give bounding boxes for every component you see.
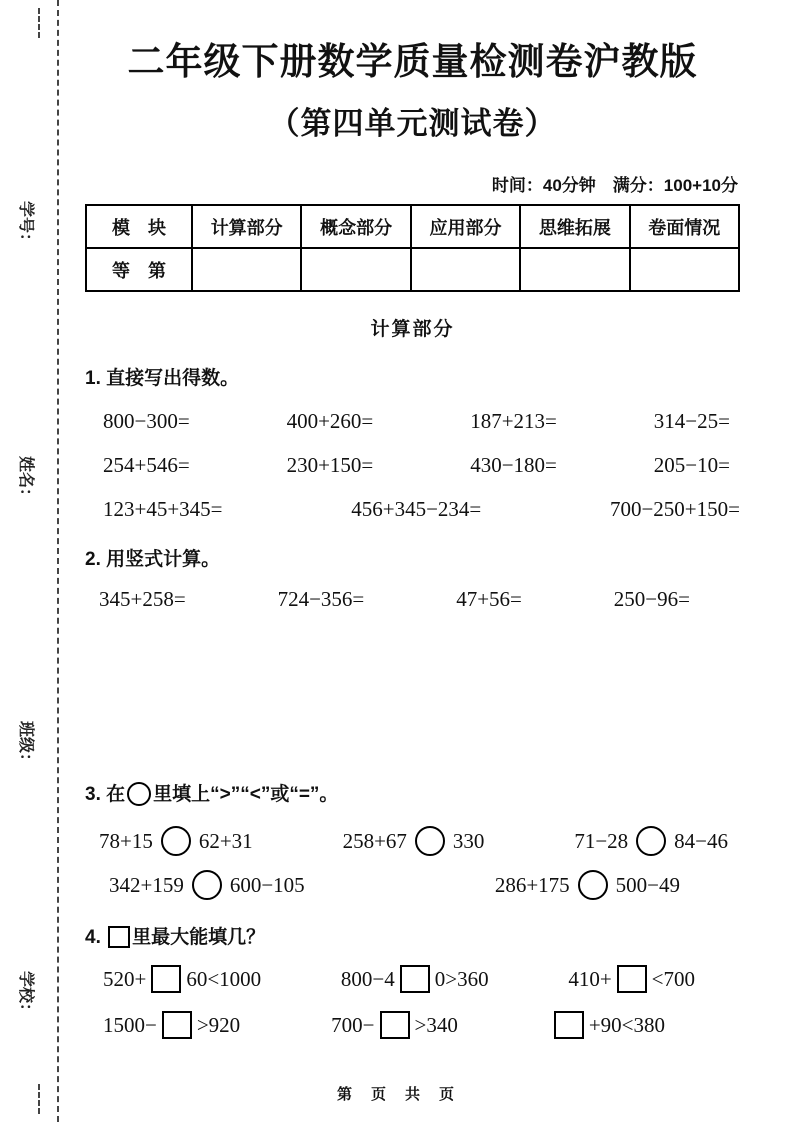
blank-item-post: >340 xyxy=(414,1012,458,1037)
q1-row xyxy=(85,497,740,522)
score-header-module: 模 块 xyxy=(86,205,192,248)
answer-circle xyxy=(192,870,222,900)
math-expression: 724−356= xyxy=(277,587,365,612)
answer-box xyxy=(162,1011,192,1039)
math-expression: 800−300= xyxy=(103,409,190,434)
math-expression: 205−10= xyxy=(653,453,730,478)
fill-blank-item xyxy=(331,1011,458,1039)
blank-item-post: >920 xyxy=(196,1012,241,1037)
answer-box xyxy=(554,1011,584,1039)
q3-row xyxy=(85,826,740,856)
margin-label-name: 姓名： xyxy=(17,455,34,504)
math-expression: 430−180= xyxy=(470,453,557,478)
answer-box xyxy=(380,1011,410,1039)
comparison-left: 286+175 xyxy=(494,872,570,897)
answer-circle xyxy=(161,826,191,856)
comparison-right: 84−46 xyxy=(674,828,728,853)
margin-label-student-id: 学号： xyxy=(17,200,34,249)
answer-box xyxy=(400,965,430,993)
q3-label-suffix: 里填上“>”“<”或“=”。 xyxy=(153,784,339,806)
q4-label xyxy=(85,922,740,949)
score-header-apply: 应用部分 xyxy=(411,205,520,248)
comparison-item xyxy=(99,826,253,856)
fill-blank-item xyxy=(341,965,489,993)
comparison-left: 342+159 xyxy=(109,872,184,897)
score-table-header-row xyxy=(86,205,739,248)
q2-row xyxy=(85,587,740,612)
comparison-item xyxy=(574,826,728,856)
time-and-score-info: 时间：40分钟 满分：100+10分 xyxy=(491,176,738,196)
blank-item-pre: 520+ xyxy=(103,966,147,991)
blank-item-pre: 800−4 xyxy=(340,966,395,991)
square-symbol-icon xyxy=(108,926,130,948)
comparison-item xyxy=(495,870,680,900)
fill-blank-item xyxy=(568,965,695,993)
math-expression: 700−250+150= xyxy=(609,497,740,522)
blank-item-pre: 700− xyxy=(331,1012,375,1037)
fill-blank-item xyxy=(103,965,261,993)
blank-item-post: <700 xyxy=(651,966,695,991)
binding-dashed-line xyxy=(57,0,59,1122)
score-header-concept: 概念部分 xyxy=(301,205,410,248)
answer-circle xyxy=(636,826,666,856)
circle-symbol-icon xyxy=(127,782,151,806)
comparison-left: 71−28 xyxy=(574,828,629,853)
blank-item-post: 60<1000 xyxy=(186,966,262,991)
math-expression: 345+258= xyxy=(99,587,186,612)
grade-cell xyxy=(301,248,410,291)
section-title: 计算部分 xyxy=(370,319,455,341)
q3-label-prefix: 3. 在 xyxy=(85,784,126,806)
math-expression: 400+260= xyxy=(286,409,374,434)
worksheet-content xyxy=(85,30,740,1039)
q4-label-prefix: 4. xyxy=(85,927,107,949)
answer-circle xyxy=(578,870,608,900)
q4-row xyxy=(85,1011,740,1039)
math-expression: 47+56= xyxy=(456,587,522,612)
q1-row xyxy=(85,453,740,478)
math-expression: 254+546= xyxy=(103,453,190,478)
grade-row-label: 等 第 xyxy=(86,248,192,291)
math-expression: 230+150= xyxy=(286,453,374,478)
blank-item-pre: 1500− xyxy=(103,1012,157,1037)
comparison-item xyxy=(109,870,305,900)
grade-cell xyxy=(520,248,629,291)
q1-row xyxy=(85,409,740,434)
corner-dash-top xyxy=(38,8,40,38)
math-expression: 123+45+345= xyxy=(103,497,223,522)
comparison-left: 78+15 xyxy=(99,828,153,853)
margin-label-school: 学校： xyxy=(17,970,34,1019)
comparison-item xyxy=(343,826,485,856)
math-expression: 456+345−234= xyxy=(351,497,482,522)
q1-label: 1. 直接写出得数。 xyxy=(85,368,240,390)
score-header-neatness: 卷面情况 xyxy=(630,205,739,248)
blank-item-post: +90<380 xyxy=(588,1012,665,1037)
comparison-right: 600−105 xyxy=(229,872,305,897)
answer-box xyxy=(151,965,181,993)
answer-box xyxy=(617,965,647,993)
score-table xyxy=(85,204,740,292)
score-header-compute: 计算部分 xyxy=(192,205,301,248)
comparison-right: 500−49 xyxy=(615,872,680,897)
q4-row xyxy=(85,965,740,993)
score-header-thinking: 思维拓展 xyxy=(520,205,629,248)
math-expression: 314−25= xyxy=(653,409,730,434)
grade-cell xyxy=(630,248,739,291)
grade-cell xyxy=(411,248,520,291)
fill-blank-item xyxy=(549,1011,665,1039)
page-footer: 第 页 共 页 xyxy=(336,1086,456,1103)
comparison-right: 62+31 xyxy=(198,828,253,853)
q4-label-suffix: 里最大能填几？ xyxy=(132,927,266,949)
score-table-grade-row xyxy=(86,248,739,291)
math-expression: 250−96= xyxy=(613,587,690,612)
grade-cell xyxy=(192,248,301,291)
page-title: 二年级下册数学质量检测卷沪教版 xyxy=(127,41,698,82)
page-subtitle: （第四单元测试卷） xyxy=(268,106,557,142)
margin-label-class: 班级： xyxy=(17,720,34,769)
q3-row xyxy=(85,870,740,900)
math-expression: 187+213= xyxy=(470,409,557,434)
fill-blank-item xyxy=(103,1011,240,1039)
q2-label: 2. 用竖式计算。 xyxy=(85,549,221,571)
comparison-left: 258+67 xyxy=(342,828,407,853)
q3-label xyxy=(85,779,740,806)
blank-item-post: 0>360 xyxy=(434,966,489,991)
answer-circle xyxy=(415,826,445,856)
comparison-right: 330 xyxy=(452,828,485,853)
blank-item-pre: 410+ xyxy=(568,966,612,991)
vertical-calculation-workspace xyxy=(85,612,740,757)
